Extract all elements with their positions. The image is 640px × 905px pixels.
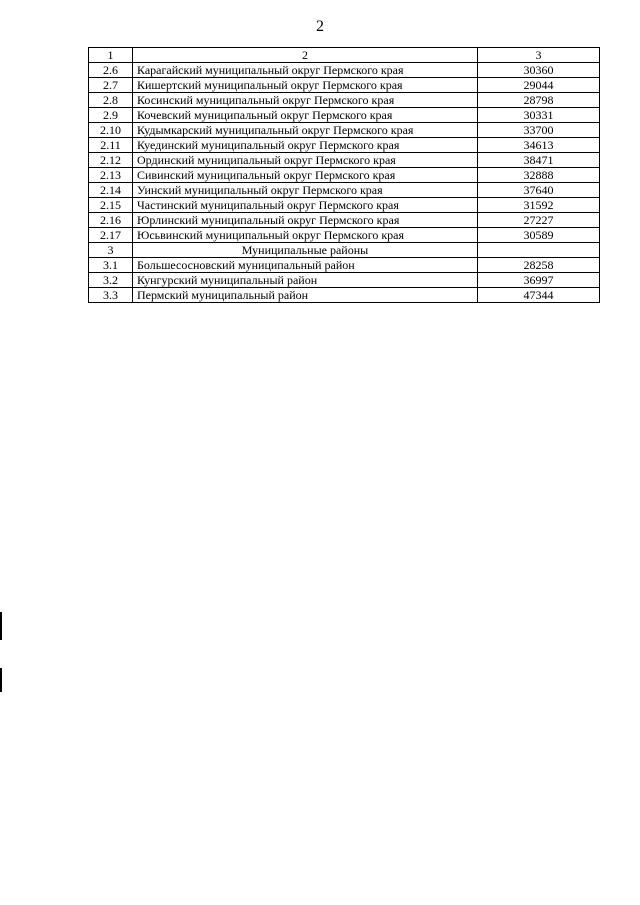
row-value: 38471 — [478, 153, 600, 168]
row-number: 2.15 — [89, 198, 133, 213]
row-name: Кишертский муниципальный округ Пермского края — [133, 78, 478, 93]
row-number: 2.13 — [89, 168, 133, 183]
table-row — [89, 123, 600, 138]
row-value: 32888 — [478, 168, 600, 183]
scan-margin-mark — [0, 668, 2, 692]
row-number: 2.12 — [89, 153, 133, 168]
row-number: 3.2 — [89, 273, 133, 288]
row-number: 2.16 — [89, 213, 133, 228]
row-name: Косинский муниципальный округ Пермского края — [133, 93, 478, 108]
row-name: Сивинский муниципальный округ Пермского края — [133, 168, 478, 183]
header-col-1: 1 — [89, 48, 133, 63]
header-col-2: 2 — [133, 48, 478, 63]
row-value: 27227 — [478, 213, 600, 228]
table-row — [89, 93, 600, 108]
header-col-3: 3 — [478, 48, 600, 63]
table-row — [89, 138, 600, 153]
row-value: 29044 — [478, 78, 600, 93]
row-value: 28258 — [478, 258, 600, 273]
row-name: Карагайский муниципальный округ Пермского края — [133, 63, 478, 78]
section-title: Муниципальные районы — [133, 243, 478, 258]
row-name: Частинский муниципальный округ Пермского края — [133, 198, 478, 213]
row-value: 36997 — [478, 273, 600, 288]
scan-margin-mark — [0, 612, 2, 640]
row-value: 33700 — [478, 123, 600, 138]
row-number: 2.14 — [89, 183, 133, 198]
table-row — [89, 258, 600, 273]
row-number: 2.6 — [89, 63, 133, 78]
row-number: 2.17 — [89, 228, 133, 243]
row-name: Юрлинский муниципальный округ Пермского края — [133, 213, 478, 228]
table-row — [89, 198, 600, 213]
municipal-table — [88, 47, 600, 303]
row-value: 30331 — [478, 108, 600, 123]
row-name: Пермский муниципальный район — [133, 288, 478, 303]
row-name: Кочевский муниципальный округ Пермского края — [133, 108, 478, 123]
section-row — [89, 243, 600, 258]
row-name: Уинский муниципальный округ Пермского края — [133, 183, 478, 198]
row-name: Ординский муниципальный округ Пермского края — [133, 153, 478, 168]
row-number: 2.8 — [89, 93, 133, 108]
row-value: 34613 — [478, 138, 600, 153]
table-row — [89, 153, 600, 168]
row-number: 2.9 — [89, 108, 133, 123]
row-name: Юсьвинский муниципальный округ Пермского края — [133, 228, 478, 243]
row-name: Кудымкарский муниципальный округ Пермского края — [133, 123, 478, 138]
table-row — [89, 213, 600, 228]
section-value — [478, 243, 600, 258]
table-row — [89, 168, 600, 183]
section-number: 3 — [89, 243, 133, 258]
row-value: 28798 — [478, 93, 600, 108]
page-number: 2 — [316, 18, 324, 35]
row-name: Большесосновский муниципальный район — [133, 258, 478, 273]
row-value: 47344 — [478, 288, 600, 303]
row-number: 2.10 — [89, 123, 133, 138]
row-name: Кунгурский муниципальный район — [133, 273, 478, 288]
row-number: 2.11 — [89, 138, 133, 153]
row-number: 3.3 — [89, 288, 133, 303]
row-value: 30360 — [478, 63, 600, 78]
table-row — [89, 108, 600, 123]
row-value: 37640 — [478, 183, 600, 198]
row-name: Куединский муниципальный округ Пермского края — [133, 138, 478, 153]
table-row — [89, 183, 600, 198]
table-row — [89, 78, 600, 93]
row-value: 30589 — [478, 228, 600, 243]
table-row — [89, 273, 600, 288]
row-number: 3.1 — [89, 258, 133, 273]
header-row — [89, 48, 600, 63]
table-row — [89, 228, 600, 243]
row-number: 2.7 — [89, 78, 133, 93]
table-row — [89, 63, 600, 78]
row-value: 31592 — [478, 198, 600, 213]
table-row — [89, 288, 600, 303]
